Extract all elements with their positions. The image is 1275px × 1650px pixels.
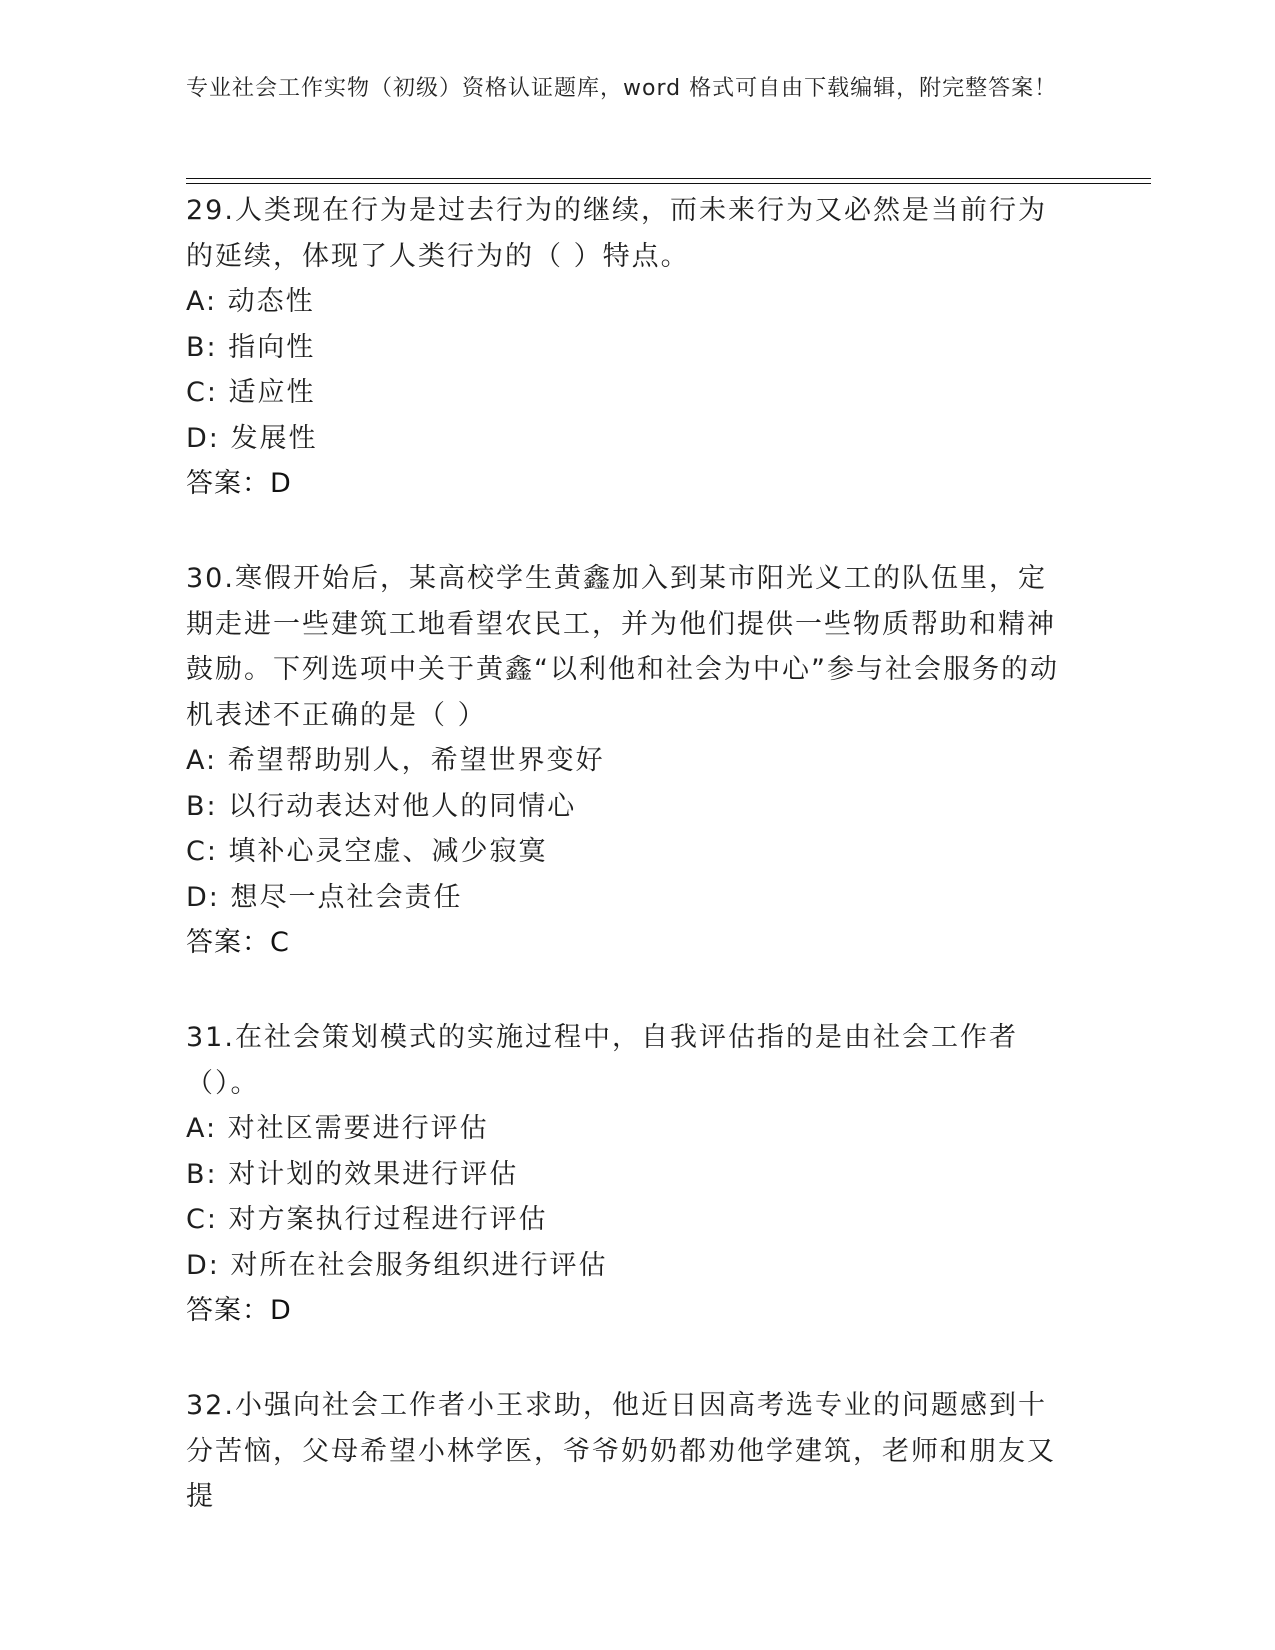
option-a: A: 动态性 bbox=[186, 286, 315, 317]
option-c: C: 对方案执行过程进行评估 bbox=[186, 1204, 548, 1235]
option-c: C: 填补心灵空虚、减少寂寞 bbox=[186, 836, 548, 867]
option-b: B: 以行动表达对他人的同情心 bbox=[186, 790, 577, 822]
option-a: A: 对社区需要进行评估 bbox=[186, 1113, 489, 1144]
option-d: D: 发展性 bbox=[186, 422, 318, 454]
question-29 bbox=[186, 188, 1066, 507]
option-a: A: 希望帮助别人，希望世界变好 bbox=[186, 745, 605, 776]
header-divider-top bbox=[186, 178, 1151, 179]
option-c: C: 适应性 bbox=[186, 377, 316, 408]
question-30 bbox=[186, 556, 1066, 966]
question-stem: 29.人类现在行为是过去行为的继续，而未来行为又必然是当前行为的延续，体现了人类行为的（ ）特点。 bbox=[186, 195, 1047, 272]
header-divider-bottom bbox=[186, 183, 1151, 184]
option-b: B: 指向性 bbox=[186, 331, 316, 363]
option-d: D: 对所在社会服务组织进行评估 bbox=[186, 1249, 608, 1281]
answer: 答案：D bbox=[186, 1295, 292, 1326]
question-31 bbox=[186, 1015, 1066, 1334]
answer: 答案：D bbox=[186, 468, 292, 499]
question-32 bbox=[186, 1383, 1066, 1520]
question-stem: 31.在社会策划模式的实施过程中，自我评估指的是由社会工作者（）。 bbox=[186, 1022, 1018, 1099]
document-header: 专业社会工作实物（初级）资格认证题库，word 格式可自由下载编辑，附完整答案！ bbox=[186, 76, 1058, 101]
answer: 答案：C bbox=[186, 927, 290, 958]
option-b: B: 对计划的效果进行评估 bbox=[186, 1158, 519, 1190]
option-d: D: 想尽一点社会责任 bbox=[186, 881, 463, 913]
question-stem: 30.寒假开始后，某高校学生黄鑫加入到某市阳光义工的队伍里，定期走进一些建筑工地看望农民工，并为他们提供一些物质帮助和精神鼓励。下列选项中关于黄鑫“以利他和社会为中心”参与社会服务的动机表述不正确的是（ ） bbox=[186, 563, 1059, 731]
question-stem: 32.小强向社会工作者小王求助，他近日因高考选专业的问题感到十分苦恼，父母希望小林学医，爷爷奶奶都劝他学建筑，老师和朋友又提 bbox=[186, 1390, 1056, 1512]
